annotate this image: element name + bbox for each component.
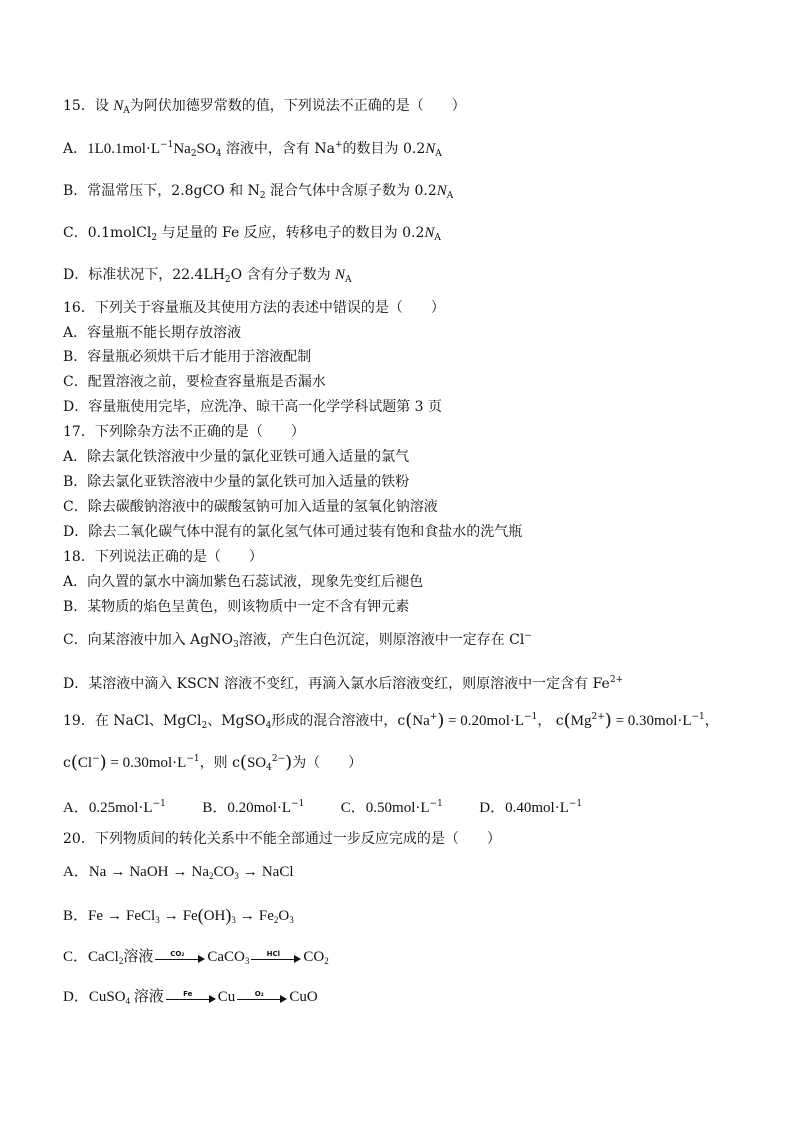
- q17-option-a: A．除去氯化铁溶液中少量的氯化亚铁可通入适量的氯气: [63, 449, 410, 465]
- q20-option-a: A．Na → NaOH → $Na_2CO_3$ → NaCl: [63, 864, 294, 881]
- q18-option-c: C．向某溶液中加入 AgNO$_3$溶液，产生白色沉淀，则原溶液中一定存在 Cl−: [63, 631, 532, 650]
- q18-stem: 18．下列说法正确的是（ ）: [63, 549, 263, 565]
- q17-option-d: D．除去二氧化碳气体中混有的氯化氢气体可通过装有饱和食盐水的洗气瓶: [63, 524, 523, 540]
- q19-option-a: A．$0.25mol\cdot L^{-1}$: [63, 799, 166, 816]
- reaction-arrow-co2: CO₂: [155, 953, 205, 963]
- q15-option-a: A．$1L0.1mol\cdot L^{-1}Na_2SO_4$ 溶液中，含有 Na+的数目为 $0.2N_A$: [63, 140, 442, 159]
- q20-option-b: B．Fe → FeCl$_3$ → $Fe(OH)_3 \to Fe_2O_3$: [63, 905, 294, 925]
- q17-option-c: C．除去碳酸钠溶液中的碳酸氢钠可加入适量的氢氧化钠溶液: [63, 499, 438, 515]
- q20-option-c: C．CaCl$_2$溶液 CO₂ CaCO$_3$ HCl $CO_2$: [63, 949, 329, 966]
- q16-option-c: C．配置溶液之前，要检查容量瓶是否漏水: [63, 374, 326, 390]
- q15-option-d: D．标准状况下，$22.4LH_2O$ 含有分子数为 $N_A$: [63, 267, 352, 285]
- q19-options: [63, 798, 614, 818]
- q18-option-b: B．某物质的焰色呈黄色，则该物质中一定不含有钾元素: [63, 599, 410, 615]
- q19-option-c: C．$0.50mol\cdot L^{-1}$: [340, 799, 443, 816]
- q19-stem-line1: 19．在 NaCl、MgCl$_2$、MgSO$_4$形成的混合溶液中，$c(Na^+) = 0.20mol\cdot L^{-1}$， $c(Mg^{2+}) = 0.30mol\cdot L^{-1}$，: [63, 710, 719, 731]
- q18-option-d: D．某溶液中滴入 KSCN 溶液不变红，再滴入氯水后溶液变红，则原溶液中一定含有 $Fe^{2+}$: [63, 675, 624, 692]
- arrow-icon: →: [163, 908, 179, 924]
- arrow-icon: →: [107, 908, 123, 924]
- reaction-arrow-fe: Fe: [166, 993, 216, 1003]
- q15-stem: 15．设 $N_A$为阿伏加德罗常数的值，下列说法不正确的是（ ）: [63, 98, 466, 116]
- q20-stem: 20．下列物质间的转化关系中不能全部通过一步反应完成的是（ ）: [63, 831, 501, 847]
- q16-option-a: A．容量瓶不能长期存放溶液: [63, 325, 242, 341]
- q15-option-b: B．常温常压下，2.8gCO 和 $N_2$ 混合气体中含原子数为 $0.2N_A$: [63, 183, 454, 201]
- reaction-arrow-o2: O₂: [237, 993, 287, 1003]
- q17-option-b: B．除去氯化亚铁溶液中少量的氯化铁可加入适量的铁粉: [63, 474, 410, 490]
- q19-option-d: D．$0.40mol\cdot L^{-1}$: [479, 799, 583, 816]
- q19-stem-line2: $c(Cl^-) = 0.30mol\cdot L^{-1}$，则 $c(SO_4^{2-})$为（ ）: [63, 752, 363, 773]
- q16-stem: 16．下列关于容量瓶及其使用方法的表述中错误的是（ ）: [63, 300, 445, 316]
- q15-option-c: C．0.1molCl$_2$ 与足量的 Fe 反应，转移电子的数目为 $0.2N_A$: [63, 225, 441, 243]
- arrow-icon: →: [239, 908, 255, 924]
- arrow-icon: →: [172, 864, 188, 880]
- q16-option-b: B．容量瓶必须烘干后才能用于溶液配制: [63, 349, 312, 365]
- q17-stem: 17．下列除杂方法不正确的是（ ）: [63, 424, 305, 440]
- arrow-icon: →: [110, 864, 126, 880]
- arrow-icon: →: [242, 864, 258, 880]
- q20-option-d: D．CuSO$_4$ 溶液 Fe Cu O₂ CuO: [63, 989, 318, 1006]
- q16-option-d: D．容量瓶使用完毕，应洗净、晾干高一化学学科试题第 3 页: [63, 399, 443, 415]
- reaction-arrow-hcl: HCl: [251, 953, 301, 963]
- q19-option-b: B．$0.20mol\cdot L^{-1}$: [202, 799, 305, 816]
- q18-option-a: A．向久置的氯水中滴加紫色石蕊试液，现象先变红后褪色: [63, 574, 424, 590]
